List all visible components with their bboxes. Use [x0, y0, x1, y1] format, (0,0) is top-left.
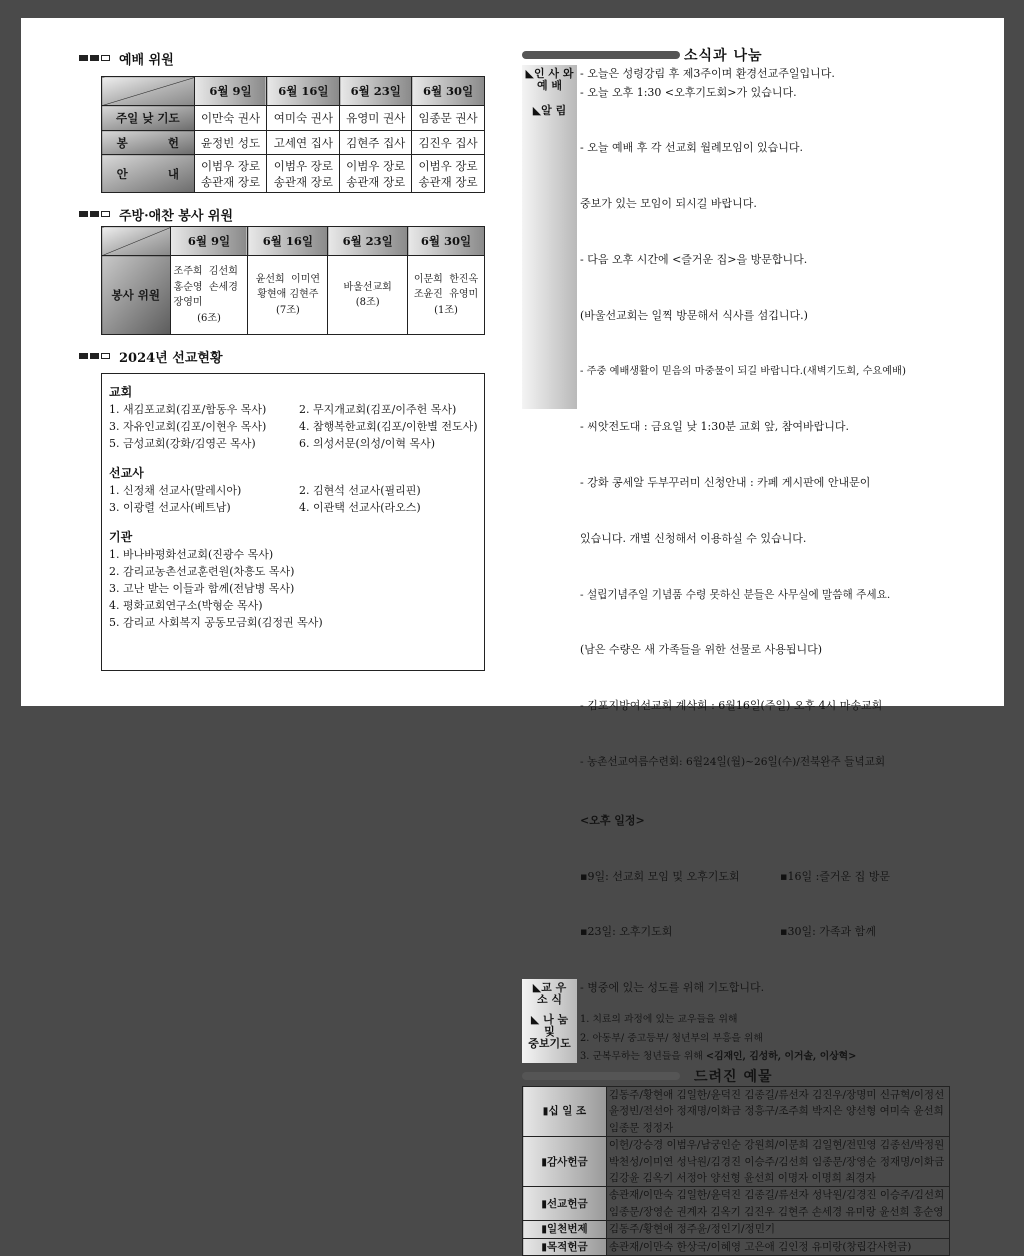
news-line: - 오늘은 성령강림 후 제3주이며 환경선교주일입니다.	[580, 67, 835, 80]
right-page	[522, 45, 950, 1256]
worship-table	[101, 76, 485, 193]
list-item	[109, 418, 478, 435]
church-item: 4. 참행복한교회(김포/이한별 전도사)	[299, 420, 478, 433]
church-item: 6. 의성서문(의성/이혁 목사)	[299, 437, 436, 450]
square-outline-icon	[101, 211, 110, 217]
missionary-item: 4. 이관택 선교사(라오스)	[299, 501, 421, 514]
schedule-item: ▪30일: 가족과 함께	[780, 925, 876, 939]
orgs-heading: 기관	[109, 530, 133, 544]
org-item: 4. 평화교회연구소(박형순 목사)	[109, 599, 263, 612]
offering-names: 송관재/이만숙 김일한/윤덕진 김종길/류선자 성낙원/김경진 이승주/김선희 임종문/장영순 권계자 김옥기 김진우 김현주 손세경 유미랑 윤선희 홍순영	[606, 1187, 949, 1221]
label-line: 중보기도	[528, 1037, 571, 1051]
line-text: 3. 군복무하는 청년들을 위해	[580, 1051, 706, 1063]
churches-heading: 교회	[109, 385, 133, 399]
server-names: 조주희 김선희 홍순영 손세경 장영미	[173, 266, 238, 308]
section-label	[522, 65, 577, 102]
date-header: 6월 16일	[267, 77, 340, 106]
news-line: 1. 치료의 과정에 있는 교우들을 위해	[580, 1014, 738, 1026]
news-sharing	[522, 1011, 950, 1067]
news-line: - 주중 예배생활이 믿음의 마중물이 되길 바랍니다.(새벽기도회, 수요예배)	[580, 365, 906, 377]
row-label: ▮감사헌금	[523, 1137, 607, 1187]
church-item: 3. 자유인교회(김포/이현우 목사)	[109, 420, 267, 433]
left-page	[79, 48, 479, 671]
offering-names: 김동주/황현애 정주윤/정인기/정민기	[606, 1221, 949, 1238]
offering-names: 이헌/강승경 이범우/남궁인순 강원희/이문희 김일현/전민영 김종선/박정원 박천성/이미연 성낙원/김경진 이승주/김선희 임종문/장영순 정재명/이화금 김강윤 김옥기 서정아 양선형 윤선희 이명자 이명희 최경자	[606, 1137, 949, 1187]
list-item	[109, 482, 478, 499]
date-header: 6월 30일	[408, 227, 485, 256]
label-line: ◣교 우	[532, 981, 567, 995]
square-bullet-icon	[90, 211, 99, 217]
square-bullet-icon	[79, 55, 88, 61]
news-line: - 오늘 오후 1:30 <오후기도회>가 있습니다.	[580, 85, 797, 99]
missionary-item: 2. 김현석 선교사(필리핀)	[299, 484, 421, 497]
table-cell: 이범우 장로 송관재 장로	[340, 155, 412, 193]
news-line: (남은 수량은 새 가족들을 위한 선물로 사용됩니다)	[580, 643, 823, 657]
church-item: 1. 새김포교회(김포/함동우 목사)	[109, 403, 267, 416]
table-cell: 이만숙 권사	[194, 106, 267, 131]
schedule-item: ▪16일 :즐거운 집 방문	[780, 869, 891, 883]
section-content	[577, 65, 835, 102]
square-outline-icon	[101, 55, 110, 61]
offering-names: 송관재/이만숙 한상국/이혜영 고은애 김인정 유미랑(창립감사헌금)	[606, 1238, 949, 1255]
schedule-item: ▪9일: 선교회 모임 및 오후기도회	[580, 869, 740, 883]
date-header: 6월 23일	[328, 227, 408, 256]
label-line: 소 식	[536, 993, 563, 1007]
table-cell: 이범우 장로 송관재 장로	[412, 155, 485, 193]
missionaries-heading: 선교사	[109, 466, 144, 480]
schedule-item: ▪23일: 오후기도회	[580, 925, 673, 939]
date-header: 6월 9일	[194, 77, 267, 106]
label-line: ◣알 림	[532, 104, 567, 118]
offerings-title: 드려진 예물	[694, 1068, 773, 1085]
news-line: - 오늘 예배 후 각 선교회 월례모임이 있습니다.	[580, 141, 803, 155]
news-line: - 설립기념주일 기념품 수령 못하신 분들은 사무실에 말씀해 주세요.	[580, 588, 891, 601]
server-names: 윤선희 이미연 황현애 김현주	[255, 273, 321, 301]
table-cell: 유영미 권사	[340, 106, 412, 131]
org-item: 2. 감리교농촌선교훈련원(차흥도 목사)	[109, 565, 295, 578]
table-row	[523, 1238, 950, 1255]
news-line: 있습니다. 개별 신청해서 이용하실 수 있습니다.	[580, 531, 807, 545]
table-cell	[170, 256, 248, 335]
group-number: (8조)	[355, 297, 380, 308]
org-item: 1. 바나바평화선교회(진광수 목사)	[109, 548, 274, 561]
news-line: - 씨앗전도대 : 금요일 낮 1:30분 교회 앞, 참여바랍니다.	[580, 420, 849, 434]
date-header: 6월 30일	[412, 77, 485, 106]
kitchen-section-heading	[79, 204, 469, 224]
news-greeting	[522, 65, 950, 102]
group-number: (6조)	[197, 312, 221, 324]
table-cell: 고세연 집사	[267, 131, 340, 155]
date-header: 6월 9일	[170, 227, 248, 256]
news-line: 중보가 있는 모임이 되시길 바랍니다.	[580, 197, 757, 211]
server-names: 바울선교회	[343, 281, 392, 293]
label-line: 예 배	[536, 79, 563, 92]
table-cell: 임종문 권사	[412, 106, 485, 131]
date-header: 6월 16일	[248, 227, 328, 256]
row-label: ▮일천번제	[523, 1221, 607, 1238]
afternoon-title: <오후 일정>	[580, 813, 645, 827]
row-label: 봉사 위원	[102, 256, 171, 335]
church-item: 2. 무지개교회(김포/이주헌 목사)	[299, 403, 457, 416]
mission-section-heading	[79, 346, 469, 366]
list-item	[109, 499, 478, 516]
table-corner	[102, 227, 171, 256]
org-item: 3. 고난 받는 이들과 함께(전남병 목사)	[109, 582, 295, 595]
org-item: 5. 감리교 사회복지 공동모금회(김정권 목사)	[109, 616, 323, 629]
table-row	[523, 1187, 950, 1221]
group-number: (7조)	[275, 304, 300, 316]
row-label: 봉 헌	[102, 131, 195, 155]
section-content	[577, 979, 764, 1011]
square-bullet-icon	[79, 211, 88, 217]
table-cell: 김현주 집사	[340, 131, 412, 155]
offerings-table	[522, 1086, 950, 1256]
missionary-item: 1. 신정채 선교사(말레시아)	[109, 484, 242, 497]
kitchen-table	[101, 226, 485, 335]
table-cell	[248, 256, 328, 335]
row-label: 주일 낮 기도	[102, 106, 195, 131]
schedule-row	[580, 868, 906, 887]
table-cell: 윤정빈 성도	[194, 131, 267, 155]
row-label: 안 내	[102, 155, 195, 193]
section-content	[577, 1011, 856, 1067]
worship-title: 예배 위원	[119, 52, 174, 68]
mission-title: 2024년 선교현황	[119, 350, 223, 366]
table-corner	[102, 77, 195, 106]
section-content	[577, 102, 906, 979]
news-line: 2. 아동부/ 중고등부/ 청년부의 부흥을 위해	[580, 1032, 763, 1044]
heading-bar	[522, 1072, 680, 1080]
table-row	[102, 256, 485, 335]
table-row	[523, 1221, 950, 1238]
group-number: (1조)	[434, 304, 458, 316]
news-title: 소식과 나눔	[684, 48, 763, 64]
table-cell: 이범우 장로 송관재 장로	[194, 155, 267, 193]
row-label: ▮십 일 조	[523, 1086, 607, 1136]
news-heading	[522, 45, 950, 65]
soldier-names: <김재인, 김성하, 이거솔, 이상혁>	[705, 1051, 857, 1063]
table-row	[523, 1137, 950, 1187]
section-label	[522, 1011, 577, 1063]
table-cell: 이범우 장로 송관재 장로	[267, 155, 340, 193]
list-item	[109, 401, 478, 418]
news-line: - 농촌선교여름수련회: 6월24일(월)~26일(수)/전북완주 들녘교회	[580, 755, 886, 768]
news-line	[580, 1048, 856, 1067]
news-prayer	[522, 979, 950, 1011]
heading-bar	[522, 51, 680, 59]
row-label: ▮선교헌금	[523, 1187, 607, 1221]
news-line: (바울선교회는 일찍 방문해서 식사를 섬깁니다.)	[580, 308, 808, 322]
news-line: - 다음 오후 시간에 <즐거운 집>을 방문합니다.	[580, 252, 808, 266]
section-label	[522, 979, 577, 1011]
table-cell	[328, 256, 408, 335]
news-line: - 강화 콩세알 두부꾸러미 신청안내 : 카페 게시판에 안내문이	[580, 476, 871, 490]
news-line: - 병중에 있는 성도를 위해 기도합니다.	[580, 981, 765, 995]
label-line: ◣ 나 눔	[530, 1013, 569, 1027]
section-label	[522, 102, 577, 409]
news-line: - 김포지방여선교회 계삭회 : 6월16일(주일) 오후 4시 마송교회	[580, 699, 883, 713]
mission-box	[101, 373, 485, 671]
square-bullet-icon	[79, 353, 88, 359]
worship-section-heading	[79, 48, 469, 68]
table-row	[523, 1086, 950, 1136]
offerings-heading	[522, 1066, 950, 1086]
bulletin-page	[21, 18, 1004, 1253]
table-row	[102, 155, 485, 193]
list-item	[109, 435, 478, 452]
table-cell: 김진우 집사	[412, 131, 485, 155]
news-notices	[522, 102, 950, 979]
label-line: 및	[544, 1025, 555, 1039]
table-cell: 여미숙 권사	[267, 106, 340, 131]
server-names: 이문희 한진옥 조윤진 유영미	[413, 273, 479, 301]
square-bullet-icon	[90, 55, 99, 61]
label-line: ◣인 사 와	[525, 67, 574, 80]
table-row	[102, 131, 485, 155]
church-item: 5. 금성교회(강화/김영곤 목사)	[109, 437, 256, 450]
row-label: ▮목적헌금	[523, 1238, 607, 1255]
table-row	[102, 106, 485, 131]
offering-names: 김동주/황현애 김일한/윤덕진 김종길/류선자 김진우/장명미 신규혁/이정선 윤정빈/전선아 정재명/이화금 정흥구/조주희 박지은 양선형 여미숙 윤선희 임종문 정정자	[606, 1086, 949, 1136]
schedule-row	[580, 923, 906, 942]
kitchen-title: 주방·애찬 봉사 위원	[119, 208, 234, 224]
square-bullet-icon	[90, 353, 99, 359]
square-outline-icon	[101, 353, 110, 359]
missionary-item: 3. 이광렬 선교사(베트남)	[109, 501, 231, 514]
date-header: 6월 23일	[340, 77, 412, 106]
table-cell	[408, 256, 485, 335]
